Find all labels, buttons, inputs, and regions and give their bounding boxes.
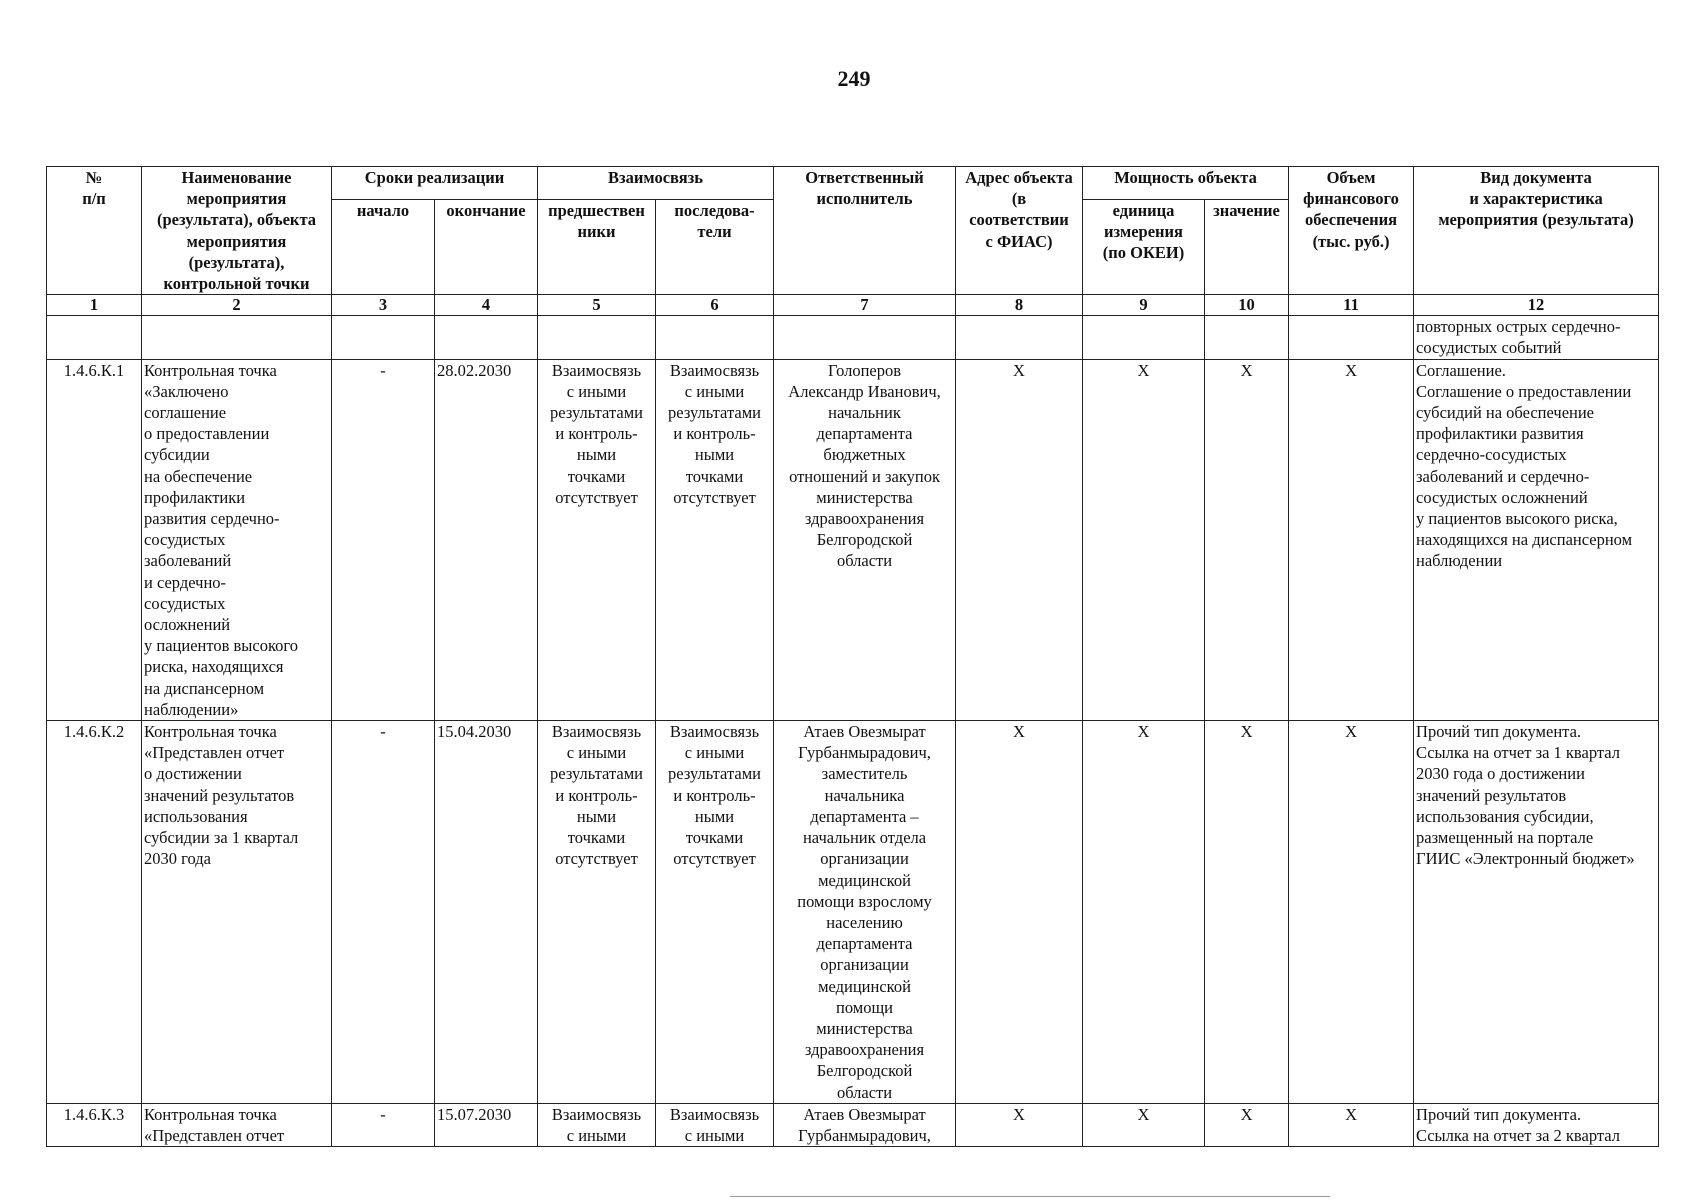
row-unit-cell: X bbox=[1083, 359, 1205, 720]
header-unit: единица измерения (по ОКЕИ) bbox=[1083, 199, 1205, 294]
row-end-cell: 15.07.2030 bbox=[435, 1103, 538, 1146]
row-volume-cell: X bbox=[1289, 1103, 1414, 1146]
row-start-cell: - bbox=[332, 1103, 435, 1146]
row-address-cell: X bbox=[956, 359, 1083, 720]
row-successors-cell: Взаимосвязь с иными bbox=[656, 1103, 774, 1146]
header-value: значение bbox=[1205, 199, 1289, 294]
column-number: 12 bbox=[1414, 295, 1659, 316]
header-doc-type: Вид документа и характеристика мероприятия (результата) bbox=[1414, 167, 1659, 295]
table-row bbox=[47, 721, 1659, 1104]
row-unit-cell: X bbox=[1083, 1103, 1205, 1146]
column-number: 11 bbox=[1289, 295, 1414, 316]
row-start-cell: - bbox=[332, 359, 435, 720]
row-responsible-cell: Атаев Овезмырат Гурбанмырадович, bbox=[774, 1103, 956, 1146]
header-successors: последова- тели bbox=[656, 199, 774, 294]
continuation-row bbox=[47, 316, 1659, 359]
column-number: 7 bbox=[774, 295, 956, 316]
header-relation: Взаимосвязь bbox=[538, 167, 774, 200]
row-value-cell: X bbox=[1205, 1103, 1289, 1146]
row-end-cell: 28.02.2030 bbox=[435, 359, 538, 720]
row-successors-cell: Взаимосвязь с иными результатами и контроль- ными точками отсутствует bbox=[656, 721, 774, 1104]
row-id-cell: 1.4.6.К.3 bbox=[47, 1103, 142, 1146]
row-doc-cell: Прочий тип документа. Ссылка на отчет за 2 квартал bbox=[1414, 1103, 1659, 1146]
row-predecessors-cell: Взаимосвязь с иными bbox=[538, 1103, 656, 1146]
row-volume-cell: X bbox=[1289, 721, 1414, 1104]
row-responsible-cell: Голоперов Александр Иванович, начальник департамента бюджетных отношений и закупок министерства здравоохранения Белгородской области bbox=[774, 359, 956, 720]
column-number: 4 bbox=[435, 295, 538, 316]
row-name-cell: Контрольная точка «Представлен отчет bbox=[142, 1103, 332, 1146]
column-number: 6 bbox=[656, 295, 774, 316]
scan-footer-line bbox=[730, 1196, 1330, 1197]
row-id-cell: 1.4.6.К.2 bbox=[47, 721, 142, 1104]
column-number-row bbox=[47, 295, 1659, 316]
header-terms: Сроки реализации bbox=[332, 167, 538, 200]
table-row bbox=[47, 1103, 1659, 1146]
header-end: окончание bbox=[435, 199, 538, 294]
measures-table bbox=[46, 166, 1659, 1147]
header-num: № п/п bbox=[47, 167, 142, 295]
header-start: начало bbox=[332, 199, 435, 294]
row-doc-cell: Соглашение. Соглашение о предоставлении субсидий на обеспечение профилактики развития сердечно-сосудистых заболеваний и сердечно- сосудистых осложнений у пациентов высокого риска, находящихся на диспансерном наблюдении bbox=[1414, 359, 1659, 720]
page-number: 249 bbox=[837, 66, 871, 91]
header-responsible: Ответственный исполнитель bbox=[774, 167, 956, 295]
row-predecessors-cell: Взаимосвязь с иными результатами и контроль- ными точками отсутствует bbox=[538, 721, 656, 1104]
column-number: 10 bbox=[1205, 295, 1289, 316]
row-address-cell: X bbox=[956, 1103, 1083, 1146]
row-value-cell: X bbox=[1205, 721, 1289, 1104]
row-volume-cell: X bbox=[1289, 359, 1414, 720]
row-name-cell: Контрольная точка «Заключено соглашение о предоставлении субсидии на обеспечение профилактики развития сердечно- сосудистых заболеваний и сердечно- сосудистых осложнений у пациентов высокого риска, находящихся на диспансерном наблюдении» bbox=[142, 359, 332, 720]
row-unit-cell: X bbox=[1083, 721, 1205, 1104]
table-row bbox=[47, 359, 1659, 720]
row-start-cell: - bbox=[332, 721, 435, 1104]
row-predecessors-cell: Взаимосвязь с иными результатами и контроль- ными точками отсутствует bbox=[538, 359, 656, 720]
header-predecessors: предшествен ники bbox=[538, 199, 656, 294]
continuation-doc-cell: повторных острых сердечно- сосудистых событий bbox=[1414, 316, 1659, 359]
row-value-cell: X bbox=[1205, 359, 1289, 720]
column-number: 8 bbox=[956, 295, 1083, 316]
header-name: Наименование мероприятия (результата), объекта мероприятия (результата), контрольной точки bbox=[142, 167, 332, 295]
row-successors-cell: Взаимосвязь с иными результатами и контроль- ными точками отсутствует bbox=[656, 359, 774, 720]
header-address: Адрес объекта (в соответствии с ФИАС) bbox=[956, 167, 1083, 295]
row-end-cell: 15.04.2030 bbox=[435, 721, 538, 1104]
row-doc-cell: Прочий тип документа. Ссылка на отчет за 1 квартал 2030 года о достижении значений результатов использования субсидии, размещенный на портале ГИИС «Электронный бюджет» bbox=[1414, 721, 1659, 1104]
column-number: 1 bbox=[47, 295, 142, 316]
header-capacity: Мощность объекта bbox=[1083, 167, 1289, 200]
column-number: 9 bbox=[1083, 295, 1205, 316]
column-number: 2 bbox=[142, 295, 332, 316]
row-name-cell: Контрольная точка «Представлен отчет о достижении значений результатов использования субсидии за 1 квартал 2030 года bbox=[142, 721, 332, 1104]
header-volume: Объем финансового обеспечения (тыс. руб.) bbox=[1289, 167, 1414, 295]
row-address-cell: X bbox=[956, 721, 1083, 1104]
column-number: 5 bbox=[538, 295, 656, 316]
row-responsible-cell: Атаев Овезмырат Гурбанмырадович, заместитель начальника департамента – начальник отдела организации медицинской помощи взрослому населению департамента организации медицинской помощи министерства здравоохранения Белгородской области bbox=[774, 721, 956, 1104]
column-number: 3 bbox=[332, 295, 435, 316]
header-row-1 bbox=[47, 167, 1659, 200]
row-id-cell: 1.4.6.К.1 bbox=[47, 359, 142, 720]
